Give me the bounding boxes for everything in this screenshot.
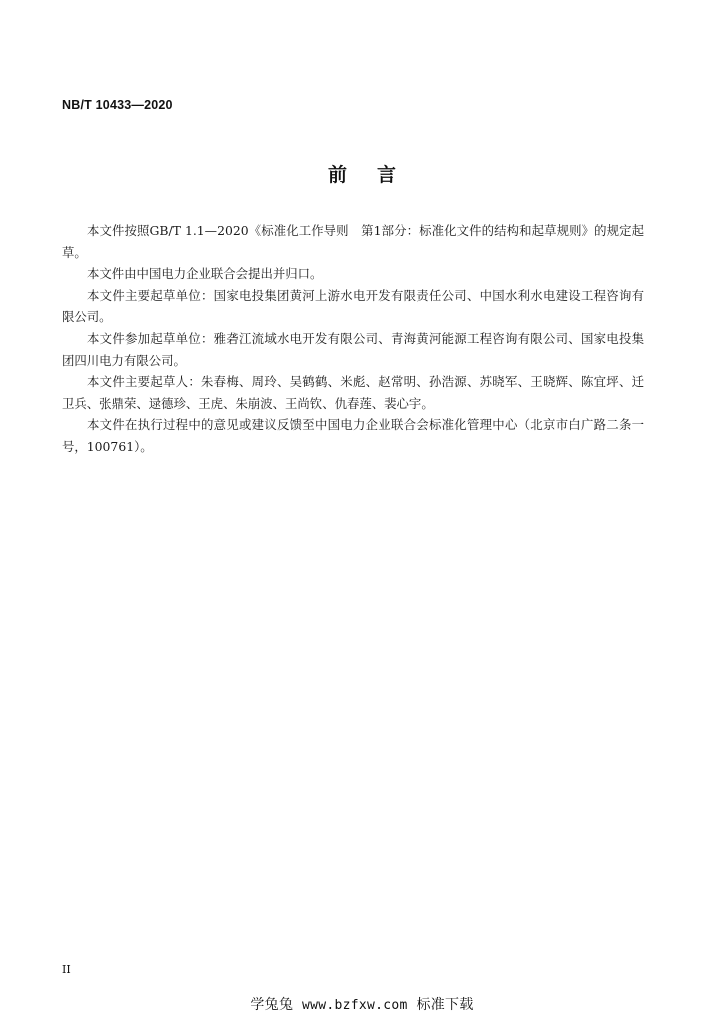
watermark-site-url: www.bzfxw.com <box>302 998 408 1013</box>
page-title: 前言 <box>327 164 426 186</box>
watermark-site-name: 学兔兔 <box>250 997 294 1013</box>
paragraph-feedback: 本文件在执行过程中的意见或建议反馈至中国电力企业联合会标准化管理中心（北京市白广路二条一号，100761）。 <box>62 417 644 454</box>
paragraph-main-drafting-units: 本文件主要起草单位：国家电投集团黄河上游水电开发有限责任公司、中国水利水电建设工程咨询有限公司。 <box>62 287 644 325</box>
paragraph-drafting-rules: 本文件按照GB/T 1.1—2020《标准化工作导则 第1部分：标准化文件的结构和起草规则》的规定起草。 <box>62 223 644 260</box>
page-number: II <box>62 963 71 976</box>
footer-watermark <box>0 994 724 1014</box>
watermark-tagline: 标准下载 <box>416 997 474 1013</box>
paragraph-main-drafters: 本文件主要起草人：朱春梅、周玲、吴鹤鹤、米彪、赵常明、孙浩源、苏晓军、王晓辉、陈宜坪、迁卫兵、张鼎荣、逯德珍、王虎、朱崩波、王尚钦、仇春莲、裴心宇。 <box>62 374 644 411</box>
standard-code: NB/T 10433—2020 <box>62 98 173 112</box>
body-text <box>62 220 644 458</box>
paragraph-participating-units: 本文件参加起草单位：雅砻江流域水电开发有限公司、青海黄河能源工程咨询有限公司、国家电投集团四川电力有限公司。 <box>62 330 644 368</box>
paragraph-proposer: 本文件由中国电力企业联合会提出并归口。 <box>87 266 323 282</box>
